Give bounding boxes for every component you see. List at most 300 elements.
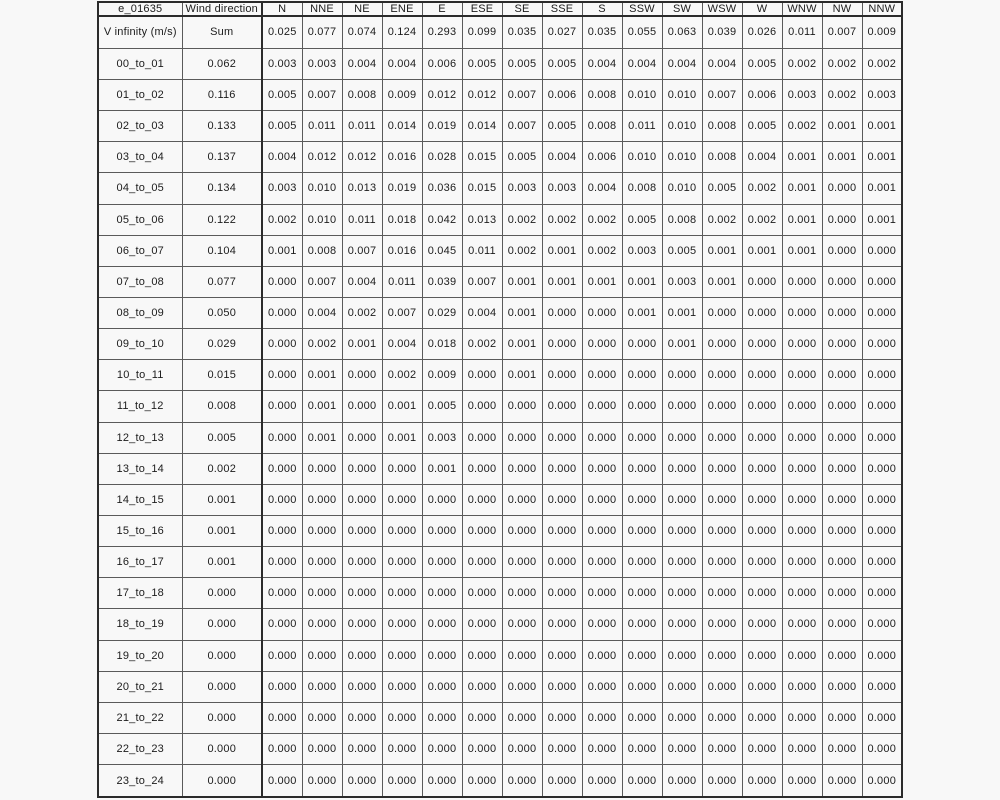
value-cell: 0.000 <box>382 578 422 609</box>
value-cell: 0.000 <box>462 453 502 484</box>
value-cell: 0.004 <box>302 297 342 328</box>
value-cell: 0.000 <box>262 453 302 484</box>
value-cell: 0.007 <box>462 266 502 297</box>
value-cell: 0.000 <box>462 702 502 733</box>
value-cell: 0.000 <box>302 515 342 546</box>
row-label: 05_to_06 <box>98 204 182 235</box>
header-row <box>98 2 902 16</box>
value-cell: 0.000 <box>822 578 862 609</box>
value-cell: 0.000 <box>262 702 302 733</box>
value-cell: 0.000 <box>542 360 582 391</box>
value-cell: 0.029 <box>422 297 462 328</box>
value-cell: 0.000 <box>782 640 822 671</box>
value-cell: 0.000 <box>742 640 782 671</box>
value-cell: 0.000 <box>862 671 902 702</box>
value-cell: 0.001 <box>822 111 862 142</box>
value-cell: 0.000 <box>622 702 662 733</box>
direction-header-sse: SSE <box>542 2 582 16</box>
value-cell: 0.000 <box>262 609 302 640</box>
value-cell: 0.000 <box>342 702 382 733</box>
value-cell: 0.000 <box>662 609 702 640</box>
value-cell: 0.002 <box>702 204 742 235</box>
value-cell: 0.000 <box>782 297 822 328</box>
value-cell: 0.000 <box>342 609 382 640</box>
value-cell: 0.002 <box>742 173 782 204</box>
table-row <box>98 329 902 360</box>
row-label: 01_to_02 <box>98 79 182 110</box>
value-cell: 0.000 <box>702 453 742 484</box>
value-cell: 0.000 <box>342 578 382 609</box>
value-cell: 0.000 <box>342 515 382 546</box>
value-cell: 0.000 <box>462 391 502 422</box>
value-cell: 0.005 <box>742 48 782 79</box>
value-cell: 0.011 <box>462 235 502 266</box>
value-cell: 0.000 <box>662 578 702 609</box>
value-cell: 0.000 <box>702 609 742 640</box>
value-cell: 0.000 <box>742 266 782 297</box>
value-cell: 0.005 <box>262 111 302 142</box>
sum-label-cell: Sum <box>182 16 262 48</box>
value-cell: 0.000 <box>342 640 382 671</box>
value-cell: 0.000 <box>502 578 542 609</box>
value-cell: 0.000 <box>822 453 862 484</box>
value-cell: 0.000 <box>582 391 622 422</box>
value-cell: 0.004 <box>742 142 782 173</box>
value-cell: 0.000 <box>342 453 382 484</box>
value-cell: 0.000 <box>782 702 822 733</box>
row-sum: 0.050 <box>182 297 262 328</box>
value-cell: 0.000 <box>302 640 342 671</box>
value-cell: 0.001 <box>502 360 542 391</box>
value-cell: 0.004 <box>582 173 622 204</box>
value-cell: 0.000 <box>662 547 702 578</box>
direction-header-ne: NE <box>342 2 382 16</box>
value-cell: 0.000 <box>302 578 342 609</box>
direction-header-sw: SW <box>662 2 702 16</box>
corner-cell: e_01635 <box>98 2 182 16</box>
value-cell: 0.008 <box>622 173 662 204</box>
value-cell: 0.000 <box>382 515 422 546</box>
value-cell: 0.000 <box>262 547 302 578</box>
value-cell: 0.000 <box>502 609 542 640</box>
row-sum: 0.000 <box>182 609 262 640</box>
value-cell: 0.010 <box>622 142 662 173</box>
value-cell: 0.011 <box>382 266 422 297</box>
value-cell: 0.001 <box>542 266 582 297</box>
value-cell: 0.008 <box>342 79 382 110</box>
sum-value-cell: 0.027 <box>542 16 582 48</box>
value-cell: 0.000 <box>702 484 742 515</box>
row-sum: 0.001 <box>182 547 262 578</box>
row-sum: 0.000 <box>182 702 262 733</box>
value-cell: 0.000 <box>502 671 542 702</box>
value-cell: 0.000 <box>862 547 902 578</box>
sum-value-cell: 0.063 <box>662 16 702 48</box>
value-cell: 0.001 <box>382 422 422 453</box>
value-cell: 0.000 <box>782 329 822 360</box>
value-cell: 0.010 <box>662 111 702 142</box>
value-cell: 0.005 <box>702 173 742 204</box>
value-cell: 0.000 <box>782 266 822 297</box>
value-cell: 0.007 <box>382 297 422 328</box>
value-cell: 0.000 <box>342 391 382 422</box>
value-cell: 0.000 <box>622 765 662 797</box>
value-cell: 0.000 <box>822 391 862 422</box>
value-cell: 0.000 <box>862 297 902 328</box>
value-cell: 0.000 <box>262 360 302 391</box>
value-cell: 0.000 <box>582 733 622 764</box>
table-row <box>98 391 902 422</box>
value-cell: 0.002 <box>782 48 822 79</box>
row-label: 22_to_23 <box>98 733 182 764</box>
value-cell: 0.000 <box>462 640 502 671</box>
value-cell: 0.001 <box>262 235 302 266</box>
value-cell: 0.005 <box>542 48 582 79</box>
value-cell: 0.000 <box>862 609 902 640</box>
value-cell: 0.002 <box>502 204 542 235</box>
value-cell: 0.000 <box>782 547 822 578</box>
value-cell: 0.000 <box>542 453 582 484</box>
table-row <box>98 453 902 484</box>
value-cell: 0.000 <box>782 360 822 391</box>
value-cell: 0.000 <box>262 266 302 297</box>
value-cell: 0.007 <box>302 79 342 110</box>
row-sum: 0.008 <box>182 391 262 422</box>
value-cell: 0.004 <box>622 48 662 79</box>
value-cell: 0.001 <box>502 297 542 328</box>
table-row <box>98 48 902 79</box>
value-cell: 0.002 <box>742 204 782 235</box>
value-cell: 0.002 <box>382 360 422 391</box>
value-cell: 0.000 <box>502 453 542 484</box>
value-cell: 0.000 <box>582 453 622 484</box>
value-cell: 0.000 <box>662 671 702 702</box>
row-label: 17_to_18 <box>98 578 182 609</box>
value-cell: 0.000 <box>822 702 862 733</box>
direction-header-nw: NW <box>822 2 862 16</box>
value-cell: 0.000 <box>782 765 822 797</box>
value-cell: 0.000 <box>542 297 582 328</box>
row-sum: 0.029 <box>182 329 262 360</box>
value-cell: 0.000 <box>462 609 502 640</box>
value-cell: 0.000 <box>662 515 702 546</box>
sum-value-cell: 0.124 <box>382 16 422 48</box>
value-cell: 0.000 <box>702 360 742 391</box>
value-cell: 0.019 <box>382 173 422 204</box>
value-cell: 0.000 <box>262 578 302 609</box>
value-cell: 0.000 <box>862 702 902 733</box>
row-sum: 0.000 <box>182 765 262 797</box>
value-cell: 0.000 <box>822 515 862 546</box>
value-cell: 0.004 <box>262 142 302 173</box>
value-cell: 0.000 <box>662 702 702 733</box>
value-cell: 0.000 <box>262 422 302 453</box>
value-cell: 0.003 <box>262 173 302 204</box>
value-cell: 0.000 <box>262 765 302 797</box>
value-cell: 0.000 <box>702 329 742 360</box>
value-cell: 0.001 <box>422 453 462 484</box>
table-row <box>98 640 902 671</box>
value-cell: 0.000 <box>622 671 662 702</box>
value-cell: 0.003 <box>662 266 702 297</box>
value-cell: 0.000 <box>662 640 702 671</box>
value-cell: 0.006 <box>582 142 622 173</box>
value-cell: 0.000 <box>742 484 782 515</box>
value-cell: 0.003 <box>262 48 302 79</box>
row-label: 12_to_13 <box>98 422 182 453</box>
value-cell: 0.000 <box>382 547 422 578</box>
value-cell: 0.000 <box>582 515 622 546</box>
value-cell: 0.000 <box>462 547 502 578</box>
value-cell: 0.000 <box>262 733 302 764</box>
table-row <box>98 173 902 204</box>
value-cell: 0.001 <box>862 142 902 173</box>
value-cell: 0.000 <box>422 671 462 702</box>
value-cell: 0.000 <box>822 484 862 515</box>
value-cell: 0.042 <box>422 204 462 235</box>
sum-value-cell: 0.099 <box>462 16 502 48</box>
value-cell: 0.000 <box>782 422 822 453</box>
value-cell: 0.000 <box>302 702 342 733</box>
row-label: 15_to_16 <box>98 515 182 546</box>
row-sum: 0.104 <box>182 235 262 266</box>
value-cell: 0.000 <box>542 422 582 453</box>
value-cell: 0.000 <box>302 671 342 702</box>
value-cell: 0.008 <box>702 111 742 142</box>
row-sum: 0.133 <box>182 111 262 142</box>
value-cell: 0.014 <box>382 111 422 142</box>
value-cell: 0.000 <box>822 671 862 702</box>
sum-value-cell: 0.009 <box>862 16 902 48</box>
sum-value-cell: 0.293 <box>422 16 462 48</box>
value-cell: 0.000 <box>782 484 822 515</box>
value-cell: 0.008 <box>582 111 622 142</box>
value-cell: 0.000 <box>662 765 702 797</box>
value-cell: 0.036 <box>422 173 462 204</box>
value-cell: 0.011 <box>302 111 342 142</box>
value-cell: 0.000 <box>822 297 862 328</box>
value-cell: 0.001 <box>382 391 422 422</box>
value-cell: 0.010 <box>662 79 702 110</box>
table-row <box>98 235 902 266</box>
value-cell: 0.005 <box>422 391 462 422</box>
value-cell: 0.005 <box>662 235 702 266</box>
table-row <box>98 297 902 328</box>
table-row <box>98 765 902 797</box>
value-cell: 0.000 <box>782 453 822 484</box>
value-cell: 0.000 <box>862 733 902 764</box>
row-sum: 0.122 <box>182 204 262 235</box>
value-cell: 0.000 <box>422 640 462 671</box>
value-cell: 0.000 <box>622 609 662 640</box>
value-cell: 0.000 <box>582 765 622 797</box>
value-cell: 0.008 <box>302 235 342 266</box>
value-cell: 0.000 <box>862 515 902 546</box>
value-cell: 0.000 <box>382 484 422 515</box>
value-cell: 0.006 <box>742 79 782 110</box>
row-sum: 0.077 <box>182 266 262 297</box>
value-cell: 0.000 <box>342 547 382 578</box>
value-cell: 0.001 <box>782 204 822 235</box>
value-cell: 0.000 <box>422 609 462 640</box>
value-cell: 0.004 <box>342 266 382 297</box>
value-cell: 0.015 <box>462 142 502 173</box>
value-cell: 0.000 <box>502 640 542 671</box>
value-cell: 0.009 <box>382 79 422 110</box>
table-row <box>98 111 902 142</box>
value-cell: 0.000 <box>582 702 622 733</box>
value-cell: 0.001 <box>302 391 342 422</box>
value-cell: 0.000 <box>742 547 782 578</box>
value-cell: 0.000 <box>582 422 622 453</box>
value-cell: 0.001 <box>822 142 862 173</box>
table-row <box>98 204 902 235</box>
value-cell: 0.004 <box>662 48 702 79</box>
value-cell: 0.000 <box>862 453 902 484</box>
value-cell: 0.000 <box>862 640 902 671</box>
value-cell: 0.001 <box>622 297 662 328</box>
value-cell: 0.000 <box>742 453 782 484</box>
value-cell: 0.000 <box>702 733 742 764</box>
row-label: 09_to_10 <box>98 329 182 360</box>
table-row <box>98 484 902 515</box>
value-cell: 0.018 <box>382 204 422 235</box>
direction-header-s: S <box>582 2 622 16</box>
value-cell: 0.000 <box>542 609 582 640</box>
value-cell: 0.003 <box>422 422 462 453</box>
value-cell: 0.000 <box>622 578 662 609</box>
value-cell: 0.005 <box>502 48 542 79</box>
value-cell: 0.000 <box>822 173 862 204</box>
value-cell: 0.028 <box>422 142 462 173</box>
value-cell: 0.000 <box>422 578 462 609</box>
speed-label-cell: V infinity (m/s) <box>98 16 182 48</box>
sum-value-cell: 0.077 <box>302 16 342 48</box>
value-cell: 0.000 <box>542 702 582 733</box>
value-cell: 0.012 <box>422 79 462 110</box>
table-row <box>98 733 902 764</box>
value-cell: 0.000 <box>822 765 862 797</box>
value-cell: 0.000 <box>822 640 862 671</box>
value-cell: 0.001 <box>782 173 822 204</box>
value-cell: 0.003 <box>782 79 822 110</box>
row-label: 23_to_24 <box>98 765 182 797</box>
value-cell: 0.000 <box>462 733 502 764</box>
direction-header-ssw: SSW <box>622 2 662 16</box>
value-cell: 0.000 <box>582 484 622 515</box>
value-cell: 0.000 <box>342 671 382 702</box>
sum-value-cell: 0.011 <box>782 16 822 48</box>
value-cell: 0.000 <box>382 640 422 671</box>
value-cell: 0.008 <box>662 204 702 235</box>
value-cell: 0.000 <box>822 422 862 453</box>
value-cell: 0.011 <box>342 204 382 235</box>
value-cell: 0.000 <box>822 547 862 578</box>
value-cell: 0.000 <box>862 235 902 266</box>
value-cell: 0.002 <box>822 48 862 79</box>
direction-header-ene: ENE <box>382 2 422 16</box>
value-cell: 0.000 <box>822 360 862 391</box>
value-cell: 0.045 <box>422 235 462 266</box>
value-cell: 0.002 <box>822 79 862 110</box>
table-row <box>98 266 902 297</box>
value-cell: 0.000 <box>782 391 822 422</box>
table-row <box>98 609 902 640</box>
value-cell: 0.000 <box>782 671 822 702</box>
value-cell: 0.000 <box>422 702 462 733</box>
value-cell: 0.001 <box>622 266 662 297</box>
value-cell: 0.000 <box>702 765 742 797</box>
value-cell: 0.000 <box>462 765 502 797</box>
value-cell: 0.000 <box>582 671 622 702</box>
table-body <box>98 16 902 797</box>
value-cell: 0.000 <box>302 453 342 484</box>
value-cell: 0.001 <box>662 329 702 360</box>
value-cell: 0.000 <box>622 422 662 453</box>
value-cell: 0.010 <box>662 173 702 204</box>
value-cell: 0.000 <box>542 515 582 546</box>
value-cell: 0.000 <box>862 484 902 515</box>
row-label: 20_to_21 <box>98 671 182 702</box>
value-cell: 0.000 <box>542 484 582 515</box>
row-sum: 0.000 <box>182 578 262 609</box>
value-cell: 0.000 <box>582 360 622 391</box>
value-cell: 0.002 <box>462 329 502 360</box>
value-cell: 0.000 <box>662 422 702 453</box>
direction-header-ese: ESE <box>462 2 502 16</box>
value-cell: 0.002 <box>302 329 342 360</box>
value-cell: 0.000 <box>382 765 422 797</box>
value-cell: 0.012 <box>302 142 342 173</box>
value-cell: 0.000 <box>782 578 822 609</box>
value-cell: 0.000 <box>702 640 742 671</box>
value-cell: 0.005 <box>622 204 662 235</box>
value-cell: 0.000 <box>542 640 582 671</box>
direction-header-nne: NNE <box>302 2 342 16</box>
value-cell: 0.000 <box>862 266 902 297</box>
value-cell: 0.000 <box>862 391 902 422</box>
value-cell: 0.000 <box>742 733 782 764</box>
value-cell: 0.000 <box>462 484 502 515</box>
sum-value-cell: 0.007 <box>822 16 862 48</box>
value-cell: 0.013 <box>462 204 502 235</box>
value-cell: 0.000 <box>502 422 542 453</box>
value-cell: 0.000 <box>582 329 622 360</box>
row-sum: 0.005 <box>182 422 262 453</box>
value-cell: 0.002 <box>782 111 822 142</box>
value-cell: 0.000 <box>702 391 742 422</box>
value-cell: 0.004 <box>542 142 582 173</box>
value-cell: 0.001 <box>862 111 902 142</box>
value-cell: 0.000 <box>542 578 582 609</box>
value-cell: 0.000 <box>582 578 622 609</box>
value-cell: 0.000 <box>342 733 382 764</box>
value-cell: 0.000 <box>782 609 822 640</box>
value-cell: 0.000 <box>822 329 862 360</box>
value-cell: 0.000 <box>262 484 302 515</box>
wind-direction-header: Wind direction <box>182 2 262 16</box>
value-cell: 0.008 <box>582 79 622 110</box>
value-cell: 0.012 <box>462 79 502 110</box>
direction-header-se: SE <box>502 2 542 16</box>
value-cell: 0.000 <box>742 329 782 360</box>
value-cell: 0.002 <box>582 204 622 235</box>
value-cell: 0.000 <box>462 578 502 609</box>
sum-value-cell: 0.055 <box>622 16 662 48</box>
value-cell: 0.000 <box>462 422 502 453</box>
value-cell: 0.006 <box>542 79 582 110</box>
value-cell: 0.000 <box>502 391 542 422</box>
